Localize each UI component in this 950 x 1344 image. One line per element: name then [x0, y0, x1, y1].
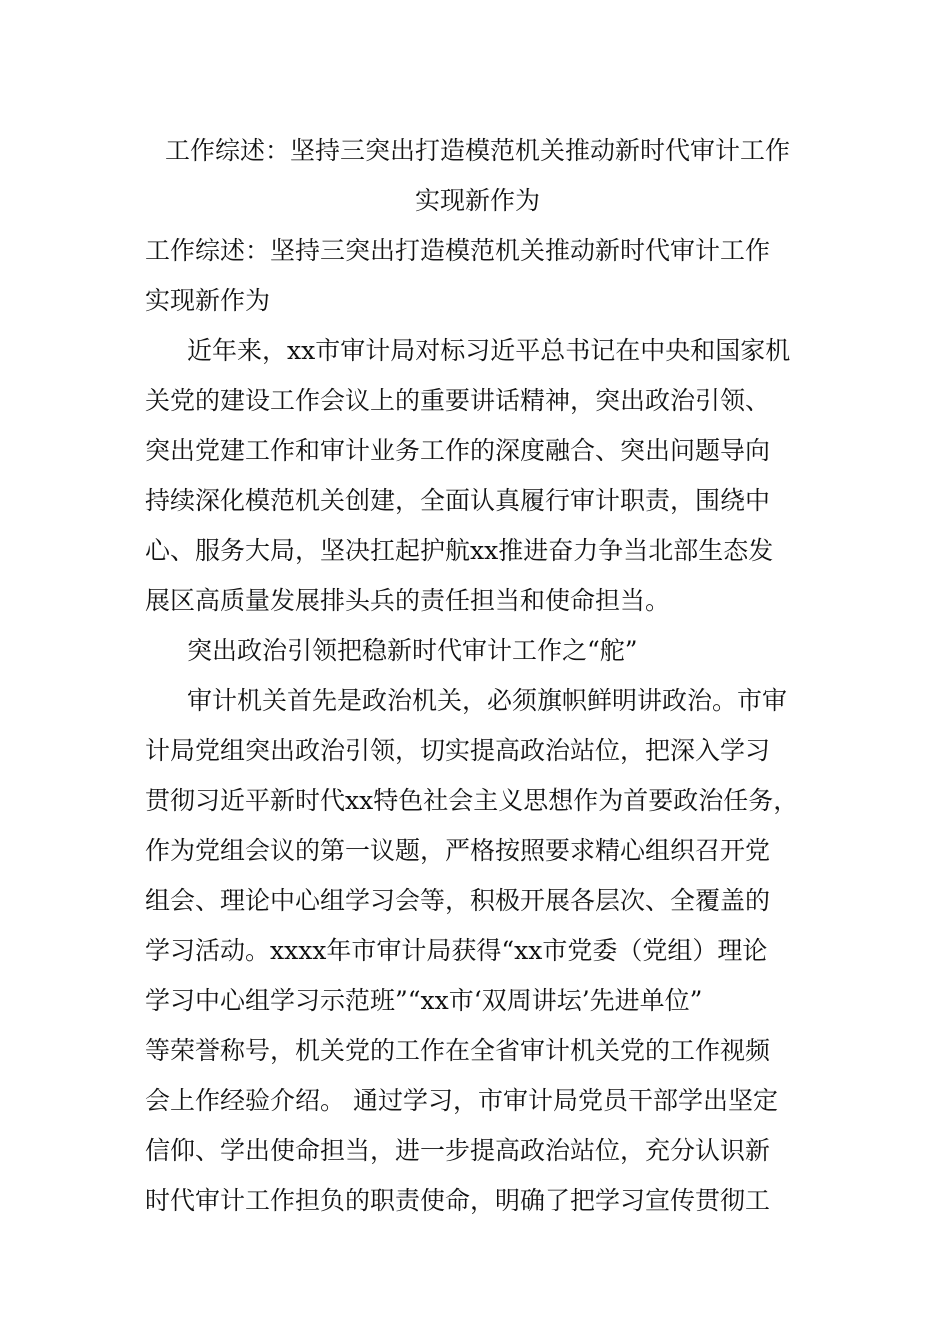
heading-line-1: 工作综述：坚持三突出打造模范机关推动新时代审计工作 [145, 236, 771, 265]
paragraph-line: 时代审计工作担负的职责使命，明确了把学习宣传贯彻工 [145, 1186, 771, 1215]
paragraph-line: 计局党组突出政治引领，切实提高政治站位，把深入学习 [145, 736, 771, 765]
paragraph-line: 审计机关首先是政治机关，必须旗帜鲜明讲政治。市审 [187, 686, 788, 715]
paragraph-line: 关党的建设工作会议上的重要讲话精神，突出政治引领、 [145, 386, 771, 415]
paragraph-line: 组会、理论中心组学习会等，积极开展各层次、全覆盖的 [145, 886, 771, 915]
paragraph-line: 持续深化模范机关创建，全面认真履行审计职责，围绕中 [145, 486, 771, 515]
heading-line-2: 实现新作为 [145, 286, 271, 315]
document-title-line-2: 实现新作为 [414, 186, 540, 215]
paragraph-line: 心、服务大局，坚决扛起护航xx推进奋力争当北部生态发 [145, 536, 774, 565]
paragraph-line: 近年来，xx市审计局对标习近平总书记在中央和国家机 [187, 336, 791, 365]
paragraph-line: 作为党组会议的第一议题，严格按照要求精心组织召开党 [145, 836, 771, 865]
paragraph-line: 展区高质量发展排头兵的责任担当和使命担当。 [145, 586, 671, 615]
paragraph-line: 贯彻习近平新时代xx特色社会主义思想作为首要政治任务， [145, 786, 799, 815]
paragraph-line: 会上作经验介绍。 通过学习，市审计局党员干部学出坚定 [145, 1086, 778, 1115]
paragraph-line: 突出党建工作和审计业务工作的深度融合、突出问题导向 [145, 436, 771, 465]
section-heading: 突出政治引领把稳新时代审计工作之“舵” [187, 636, 638, 665]
paragraph-line: 等荣誉称号，机关党的工作在全省审计机关党的工作视频 [145, 1036, 771, 1065]
paragraph-line: 学习活动。xxxx年市审计局获得“xx市党委（党组）理论 [145, 936, 768, 965]
paragraph-line: 学习中心组学习示范班”“xx市‘双周讲坛’先进单位” [145, 986, 703, 1015]
paragraph-line: 信仰、学出使命担当，进一步提高政治站位，充分认识新 [145, 1136, 771, 1165]
document-title-line-1: 工作综述：坚持三突出打造模范机关推动新时代审计工作 [164, 136, 790, 165]
